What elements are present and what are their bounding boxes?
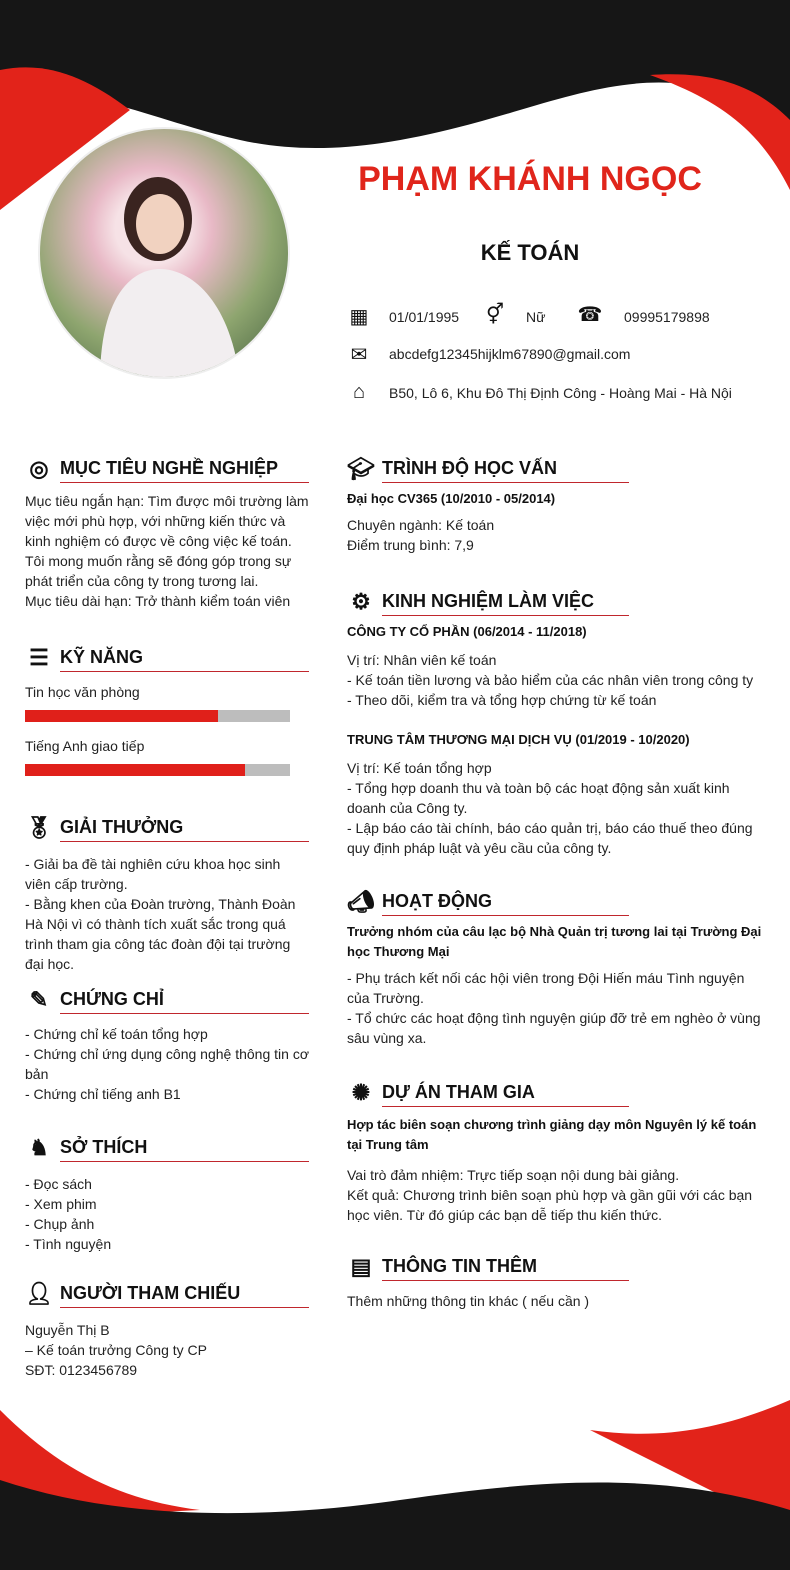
job-title: KẾ TOÁN (480, 240, 580, 265)
section-title: DỰ ÁN THAM GIA (382, 1082, 535, 1102)
job-company: TRUNG TÂM THƯƠNG MẠI DỊCH VỤ (01/2019 - 10/2020) (347, 732, 690, 747)
job-detail: - Tổng hợp doanh thu và toàn bộ các hoạt động sản xuất kinh doanh của Công ty. (347, 780, 730, 816)
medal-icon: 🏅︎ (25, 815, 53, 840)
reference-phone: SĐT: 0123456789 (25, 1362, 138, 1378)
award-item: - Giải ba đề tài nghiên cứu khoa học sinh viên cấp trường. (25, 856, 281, 892)
bottom-wave-decoration (0, 1390, 790, 1570)
skill-label: Tiếng Anh giao tiếp (25, 738, 145, 754)
hobby-item: - Đọc sách (25, 1176, 92, 1192)
person-icon: 👤︎ (25, 1281, 53, 1306)
activity-item: - Phụ trách kết nối các hội viên trong Đội Hiến máu Tình nguyện của Trường. (347, 970, 745, 1006)
section-title: NGƯỜI THAM CHIẾU (60, 1283, 241, 1303)
list-icon: ☰ (29, 645, 49, 670)
project-heading: Hợp tác biên soạn chương trình giảng dạy môn Nguyên lý kế toán tại Trung tâm (347, 1117, 757, 1152)
skill-bar-fill (25, 764, 245, 776)
profile-photo (38, 127, 290, 379)
section-title: SỞ THÍCH (60, 1137, 148, 1157)
school: Đại học CV365 (10/2010 - 05/2014) (347, 491, 556, 506)
experience-section (347, 588, 767, 858)
education-section (347, 455, 767, 555)
objective-text: Mục tiêu ngắn hạn: Tìm được môi trường làm việc mới phù hợp, với những kiến thức và kinh nghiệm có được về công việc kế toán. Tôi mong muốn rằng sẽ đóng góp trong sự phát triển của công ty trong tương lai. (25, 493, 309, 589)
objective-section (25, 455, 309, 611)
more-info-text: Thêm những thông tin khác ( nếu cần ) (347, 1293, 590, 1309)
job-detail: - Kế toán tiền lương và bảo hiểm của các nhân viên trong công ty (347, 672, 754, 688)
graduation-cap-icon: 🎓︎ (347, 456, 375, 481)
award-item: - Bằng khen của Đoàn trường, Thành Đoàn Hà Nội vì có thành tích xuất sắc trong quá trình tham gia công tác đoàn đội tại trường đại học. (25, 896, 296, 972)
certificates-section (25, 986, 309, 1104)
project-role: Vai trò đảm nhiệm: Trực tiếp soạn nội dung bài giảng. (347, 1167, 680, 1183)
awards-section (25, 814, 309, 974)
job-detail: Vị trí: Nhân viên kế toán (347, 652, 497, 668)
gender-icon: ⚥ (485, 303, 505, 326)
job-detail: - Theo dõi, kiểm tra và tổng hợp chứng từ kế toán (347, 692, 657, 708)
presentation-icon: ▤ (350, 1254, 372, 1279)
megaphone-icon: 📣︎ (347, 889, 375, 914)
activity-heading: Trưởng nhóm của câu lạc bộ Nhà Quản trị tương lai tại Trường Đại học Thương Mại (347, 924, 762, 959)
projects-section (347, 1079, 767, 1225)
certificate-icon: ✎ (29, 987, 49, 1012)
more-info-section (347, 1253, 767, 1311)
hobby-item: - Chụp ảnh (25, 1216, 95, 1232)
section-title: TRÌNH ĐỘ HỌC VẤN (382, 458, 557, 478)
section-title: HOẠT ĐỘNG (382, 891, 492, 911)
references-section (25, 1280, 309, 1380)
section-title: KINH NGHIỆM LÀM VIỆC (382, 591, 595, 611)
address: B50, Lô 6, Khu Đô Thị Định Công - Hoàng Mai - Hà Nội (389, 385, 732, 401)
certificate-item: - Chứng chỉ kế toán tổng hợp (25, 1026, 208, 1042)
section-title: CHỨNG CHỈ (60, 989, 164, 1009)
certificate-item: - Chứng chỉ ứng dụng công nghệ thông tin cơ bản (25, 1046, 309, 1082)
email: abcdefg12345hijklm67890@gmail.com (389, 346, 631, 362)
education-gpa: Điểm trung bình: 7,9 (347, 537, 474, 553)
skill-bar (25, 764, 290, 776)
idea-gear-icon: ✺ (351, 1080, 371, 1105)
hobby-item: - Tình nguyện (25, 1236, 112, 1252)
objective-text-long: Mục tiêu dài hạn: Trở thành kiểm toán viên (25, 593, 291, 609)
skill-bar (25, 710, 290, 722)
email-icon: ✉ (350, 343, 368, 366)
reference-name: Nguyễn Thị B (25, 1322, 110, 1338)
job-detail: - Lập báo cáo tài chính, báo cáo quản trị, báo cáo thuế theo đúng quy định pháp luật và yêu cầu của công ty. (347, 820, 753, 856)
job-detail: Vị trí: Kế toán tổng hợp (347, 760, 492, 776)
birthday: 01/01/1995 (389, 309, 460, 325)
section-title: KỸ NĂNG (60, 647, 144, 667)
location-icon: ⌂ (352, 380, 366, 403)
head-gear-icon: ⚙ (351, 589, 371, 614)
skill-bar-fill (25, 710, 218, 722)
section-title: THÔNG TIN THÊM (382, 1256, 537, 1276)
target-icon: ◎ (29, 456, 49, 481)
section-title: GIẢI THƯỞNG (60, 817, 184, 837)
activity-item: - Tổ chức các hoạt động tình nguyện giúp đỡ trẻ em nghèo ở vùng sâu vùng xa. (347, 1010, 761, 1046)
section-title: MỤC TIÊU NGHỀ NGHIỆP (60, 458, 279, 478)
skill-label: Tin học văn phòng (25, 684, 140, 700)
education-major: Chuyên ngành: Kế toán (347, 517, 495, 533)
certificate-item: - Chứng chỉ tiếng anh B1 (25, 1086, 181, 1102)
activities-section (347, 888, 767, 1048)
project-result: Kết quả: Chương trình biên soạn phù hợp và gần gũi với các bạn học viên. Từ đó giúp các bạn dễ tiếp thu kiến thức. (347, 1187, 753, 1223)
candidate-name: PHẠM KHÁNH NGỌC (358, 160, 702, 198)
reference-role: – Kế toán trưởng Công ty CP (25, 1342, 207, 1358)
hobbies-section (25, 1134, 309, 1254)
phone-icon: ☎ (577, 303, 603, 326)
phone: 09995179898 (624, 309, 710, 325)
gender: Nữ (526, 309, 546, 325)
job-company: CÔNG TY CỔ PHẦN (06/2014 - 11/2018) (347, 624, 587, 639)
calendar-icon: ▦ (349, 305, 369, 328)
skills-section (25, 644, 309, 790)
hobby-item: - Xem phim (25, 1196, 97, 1212)
chess-knight-icon: ♞ (29, 1135, 49, 1160)
